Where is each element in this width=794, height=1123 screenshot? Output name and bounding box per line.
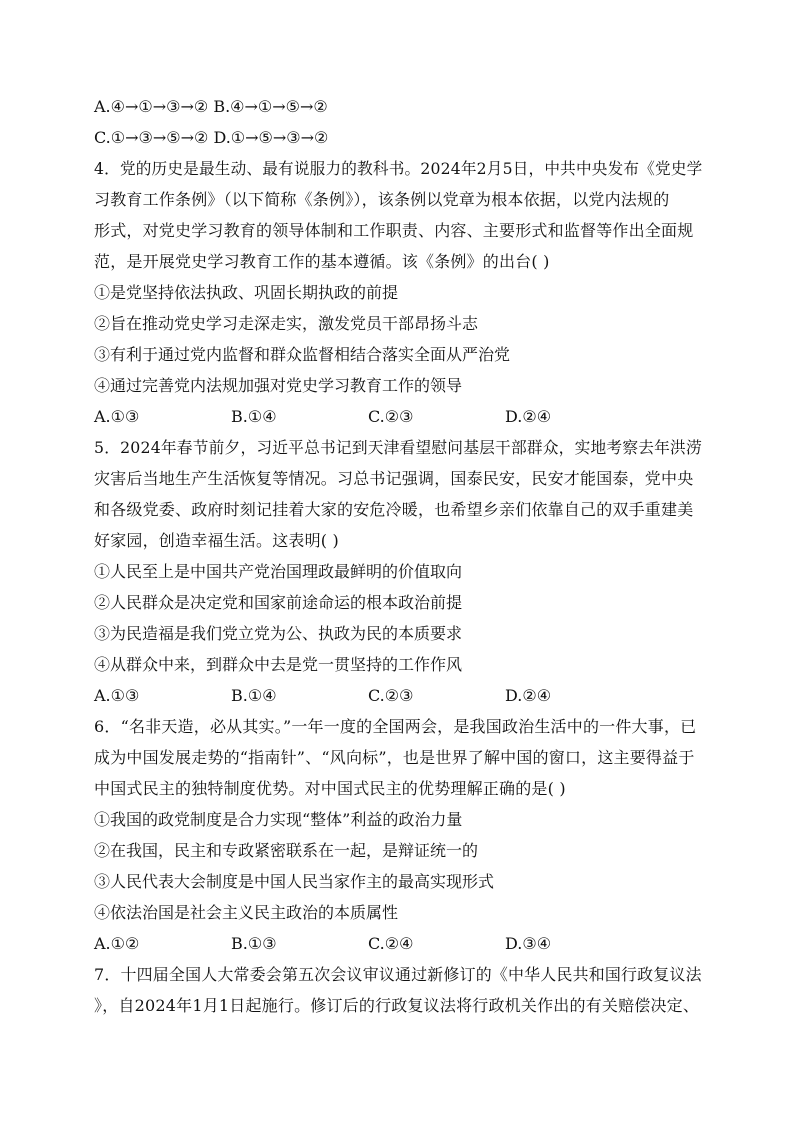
q4-option-b[interactable]: B.①④	[231, 407, 277, 426]
q6-option-b[interactable]: B.①③	[231, 934, 277, 953]
q4-statement: ③有利于通过党内监督和群众监督相结合落实全面从严治党	[94, 345, 511, 364]
q6-stem-line: 成为中国发展走势的“指南针”、“风向标”，也是世界了解中国的窗口，这主要得益于	[94, 748, 695, 767]
q3-options-line-2: C.①→③→⑤→② D.①→⑤→③→②	[94, 128, 329, 147]
q4-option-a[interactable]: A.①③	[94, 407, 140, 426]
q6-statement: ②在我国，民主和专政紧密联系在一起，是辩证统一的	[94, 841, 479, 860]
q6-option-a[interactable]: A.①②	[94, 934, 140, 953]
q6-statement: ③人民代表大会制度是中国人民当家作主的最高实现形式	[94, 872, 495, 891]
q6-stem-line: 6．“名非天造，必从其实。”一年一度的全国两会，是我国政治生活中的一件大事，已	[94, 717, 697, 736]
q5-option-c[interactable]: C.②③	[368, 686, 414, 705]
q5-statement: ③为民造福是我们党立党为公、执政为民的本质要求	[94, 624, 463, 643]
q6-options	[94, 933, 551, 955]
q6-option-c[interactable]: C.②④	[368, 934, 414, 953]
q5-stem-line: 好家园，创造幸福生活。这表明( )	[94, 531, 339, 550]
q4-stem-line: 形式，对党史学习教育的领导体制和工作职责、内容、主要形式和监督等作出全面规	[94, 221, 694, 240]
q4-stem-line: 习教育工作条例》（以下简称《条例》），该条例以党章为根本依据，以党内法规的	[94, 190, 670, 209]
q7-stem-line: 7．十四届全国人大常委会第五次会议审议通过新修订的《中华人民共和国行政复议法	[94, 965, 702, 984]
q6-option-d[interactable]: D.③④	[505, 934, 552, 953]
q4-statement: ④通过完善党内法规加强对党史学习教育工作的领导	[94, 376, 463, 395]
q4-option-c[interactable]: C.②③	[368, 407, 414, 426]
q3-options-line-1: A.④→①→③→② B.④→①→⑤→②	[94, 97, 328, 116]
q5-stem-line: 灾害后当地生产生活恢复等情况。习总书记强调，国泰民安，民安才能国泰，党中央	[94, 469, 694, 488]
q5-option-b[interactable]: B.①④	[231, 686, 277, 705]
q6-statement: ①我国的政党制度是合力实现“整体”利益的政治力量	[94, 810, 463, 829]
q5-statement: ①人民至上是中国共产党治国理政最鲜明的价值取向	[94, 562, 463, 581]
q4-stem-line: 范，是开展党史学习教育工作的基本遵循。该《条例》的出台( )	[94, 252, 550, 271]
q4-stem-line: 4．党的历史是最生动、最有说服力的教科书。2024年2月5日，中共中央发布《党史学	[94, 159, 703, 178]
q5-stem-line: 5．2024年春节前夕，习近平总书记到天津看望慰问基层干部群众，实地考察去年洪涝	[94, 438, 702, 457]
q7-stem-line: 》，自2024年1月1日起施行。修订后的行政复议法将行政机关作出的有关赔偿决定、	[94, 996, 700, 1015]
q5-options	[94, 685, 551, 707]
q4-options	[94, 406, 551, 428]
q5-option-a[interactable]: A.①③	[94, 686, 140, 705]
q4-statement: ②旨在推动党史学习走深走实，激发党员干部昂扬斗志	[94, 314, 479, 333]
q4-statement: ①是党坚持依法执政、巩固长期执政的前提	[94, 283, 399, 302]
q5-statement: ②人民群众是决定党和国家前途命运的根本政治前提	[94, 593, 463, 612]
q5-option-d[interactable]: D.②④	[505, 686, 552, 705]
q5-statement: ④从群众中来，到群众中去是党一贯坚持的工作作风	[94, 655, 463, 674]
q6-stem-line: 中国式民主的独特制度优势。对中国式民主的优势理解正确的是( )	[94, 779, 566, 798]
q4-option-d[interactable]: D.②④	[505, 407, 552, 426]
q5-stem-line: 和各级党委、政府时刻记挂着大家的安危冷暖，也希望乡亲们依靠自己的双手重建美	[94, 500, 694, 519]
q6-statement: ④依法治国是社会主义民主政治的本质属性	[94, 903, 399, 922]
